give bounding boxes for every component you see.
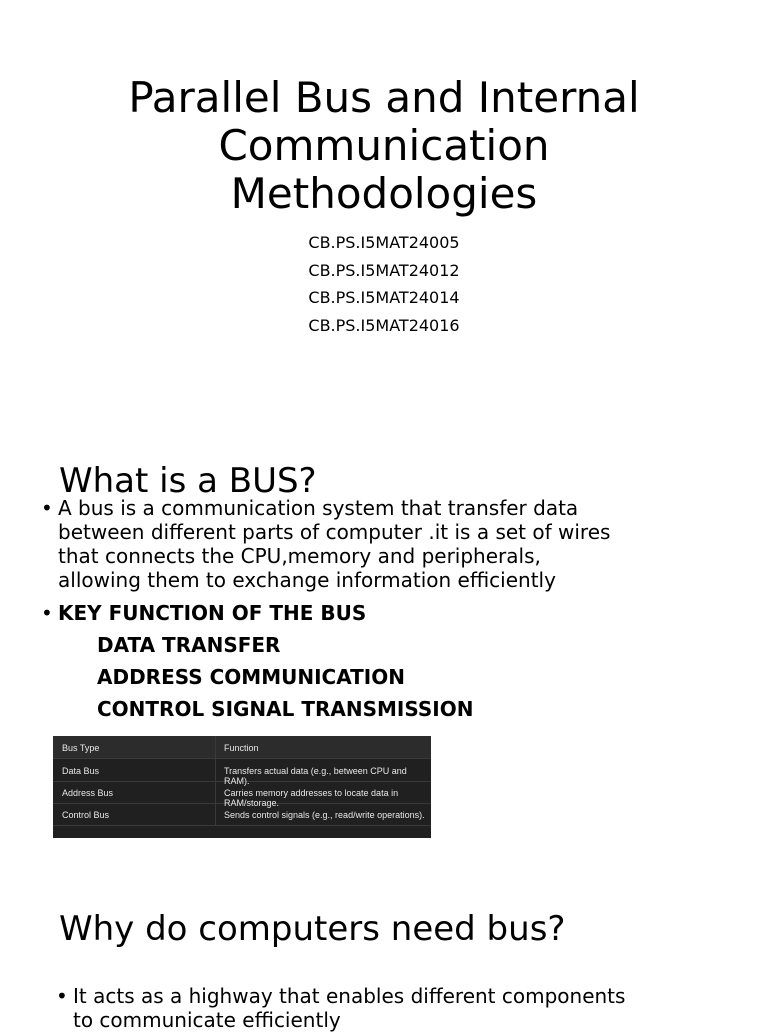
table-divider: [215, 736, 216, 826]
bullet-key-function: [41, 601, 367, 625]
table-cell: Carries memory addresses to locate data in RAM/storage.: [224, 788, 399, 808]
table-header-row: [53, 736, 431, 759]
student-id: CB.PS.I5MAT24005: [308, 233, 460, 252]
table-row: [53, 759, 431, 786]
title-line: Communication: [218, 121, 550, 170]
bullet-line: It acts as a highway that enables different components: [73, 984, 626, 1008]
function-item: ADDRESS COMMUNICATION: [97, 665, 405, 689]
title-line: Parallel Bus and Internal: [128, 73, 640, 122]
bullet-text: KEY FUNCTION OF THE BUS: [58, 601, 367, 625]
bullet-line: between different parts of computer .it is a set of wires: [58, 520, 611, 544]
bullet-bus-highway: [56, 984, 626, 1032]
section-heading-what-is-bus: What is a BUS?: [59, 461, 317, 501]
table-cell: Control Bus: [62, 810, 110, 820]
bullet-line: to communicate efficiently: [73, 1008, 341, 1032]
bus-type-table: [53, 736, 431, 838]
slide-title: [0, 74, 768, 218]
section-heading-why-need-bus: Why do computers need bus?: [59, 909, 566, 949]
student-id: CB.PS.I5MAT24016: [308, 315, 460, 335]
table-row: [53, 803, 431, 826]
table-cell: Data Bus: [62, 766, 100, 776]
bullet-line: allowing them to exchange information efficiently: [58, 568, 556, 592]
bullet-dot: •: [41, 601, 53, 625]
bullet-bus-definition: [41, 496, 611, 592]
student-id: CB.PS.I5MAT24014: [308, 288, 460, 307]
bullet-line: that connects the CPU,memory and peripherals,: [58, 544, 541, 568]
table-header-cell: Function: [224, 743, 259, 753]
table-cell: Transfers actual data (e.g., between CPU and RAM).: [224, 766, 407, 786]
bullet-line: A bus is a communication system that transfer data: [58, 496, 579, 520]
title-line: Methodologies: [230, 169, 538, 218]
table-cell: Sends control signals (e.g., read/write operations).: [224, 810, 425, 820]
table-header-cell: Bus Type: [62, 743, 100, 753]
bullet-dot: •: [41, 496, 53, 520]
table-cell: Address Bus: [62, 788, 114, 798]
student-id-list: [0, 229, 768, 339]
function-item: CONTROL SIGNAL TRANSMISSION: [97, 697, 474, 721]
student-id: CB.PS.I5MAT24012: [308, 260, 460, 280]
function-item: DATA TRANSFER: [97, 633, 281, 657]
table-row: [53, 781, 431, 808]
bullet-dot: •: [56, 984, 68, 1008]
